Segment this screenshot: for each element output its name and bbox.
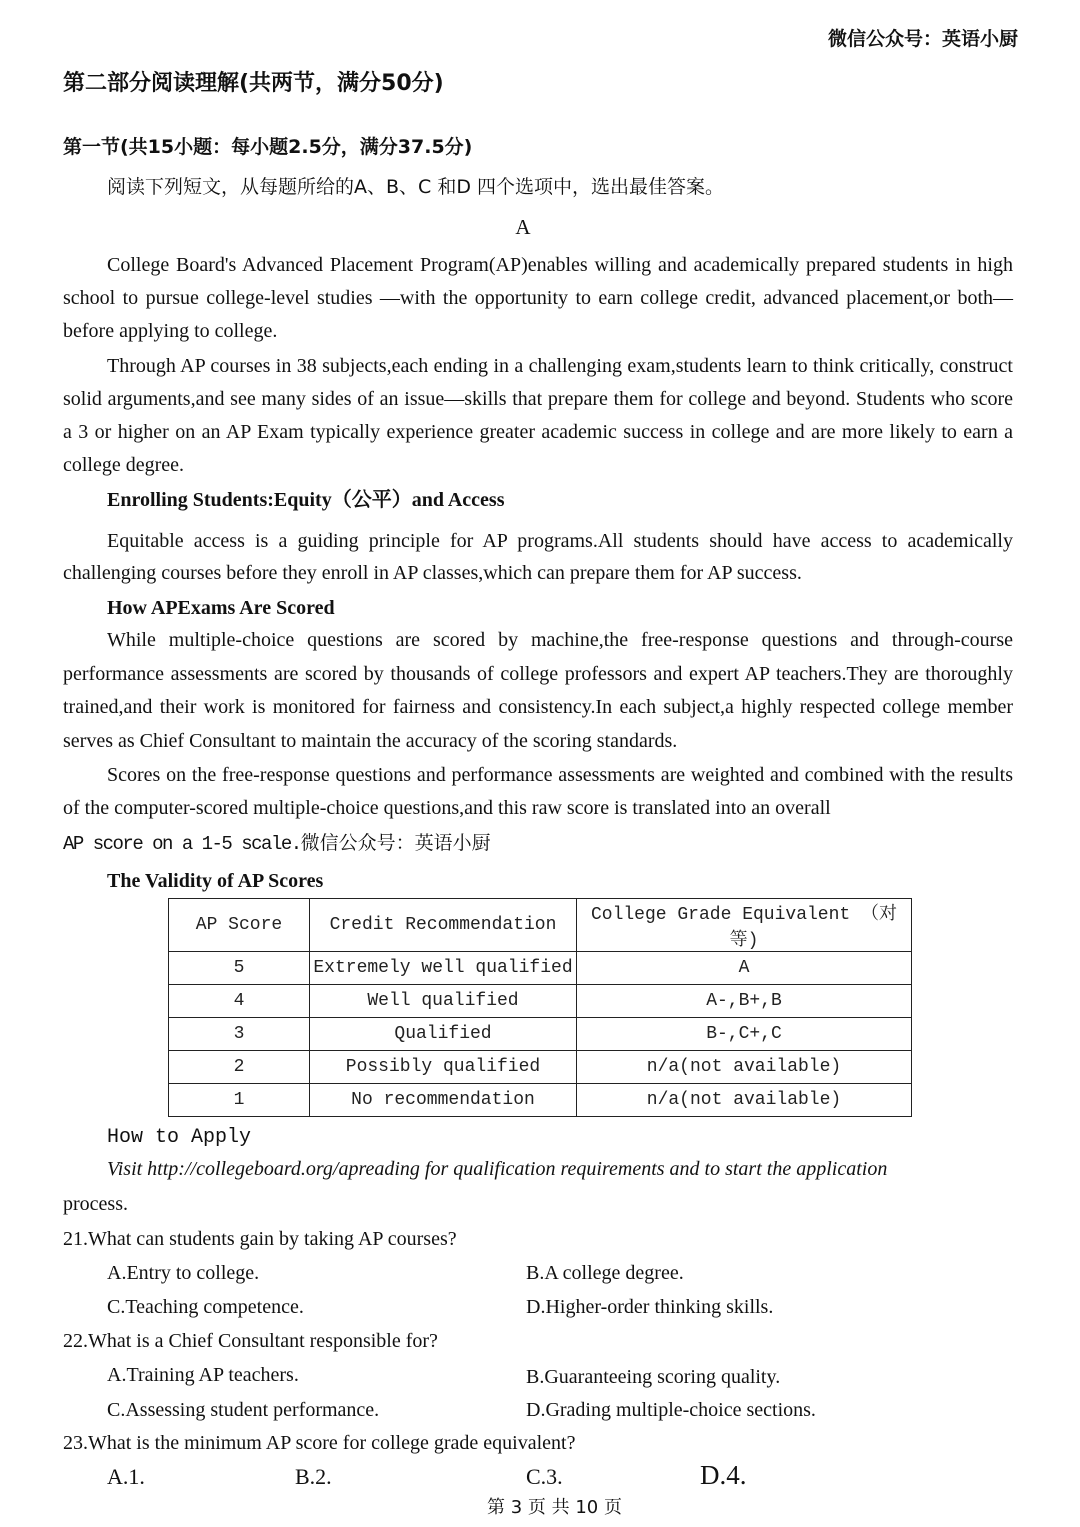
option-23-d: D.4. <box>700 1460 747 1490</box>
table-row <box>169 952 912 985</box>
heading-scored: How APExams Are Scored <box>107 597 335 619</box>
table-row <box>169 1084 912 1117</box>
page-content <box>63 0 1013 1521</box>
paragraph-5-tail <box>63 829 1013 858</box>
option-23-b: B.2. <box>295 1464 332 1489</box>
heading-validity: The Validity of AP Scores <box>107 870 324 892</box>
table-row <box>169 1051 912 1084</box>
option-21-d: D.Higher-order thinking skills. <box>526 1296 774 1318</box>
apply-tail: process. <box>63 1193 128 1215</box>
option-23-c: C.3. <box>526 1464 563 1489</box>
options-22 <box>107 1359 1013 1427</box>
ap-score-table <box>168 898 912 1117</box>
table-cell: n/a(not available) <box>577 1084 912 1117</box>
table-cell: No recommendation <box>310 1084 577 1117</box>
table-cell: n/a(not available) <box>577 1051 912 1084</box>
paragraph-5-watermark: 微信公众号：英语小厨 <box>300 832 491 854</box>
part-title: 第二部分阅读理解(共两节，满分50分) <box>63 71 444 96</box>
table-cell: 5 <box>169 952 310 985</box>
options-21 <box>107 1256 1013 1324</box>
table-cell: Qualified <box>310 1018 577 1051</box>
table-header-row <box>169 899 912 952</box>
question-21: 21.What can students gain by taking AP courses? <box>63 1228 457 1250</box>
table-cell: Well qualified <box>310 985 577 1018</box>
option-21-a: A.Entry to college. <box>107 1262 260 1284</box>
option-22-b: B.Guaranteeing scoring quality. <box>526 1366 781 1388</box>
section-title: 第一节(共15小题：每小题2.5分，满分37.5分) <box>63 136 473 158</box>
option-22-a: A.Training AP teachers. <box>107 1364 299 1386</box>
column-header: AP Score <box>169 899 310 952</box>
paragraph-2: Through AP courses in 38 subjects,each ending in a challenging exam,students learn to think critically, construct solid arguments,and see many sides of an issue—skills that prepare them for college and beyond. Students who score a 3 or higher on an AP Exam typically experience greater academic success in college and are more likely to earn a college degree. <box>63 355 1013 476</box>
instructions: 阅读下列短文，从每题所给的A、B、C 和D 四个选项中，选出最佳答案。 <box>107 176 725 198</box>
table-cell: A-,B+,B <box>577 985 912 1018</box>
apply-text: Visit http://collegeboard.org/apreading for qualification requirements and to start the application <box>107 1158 888 1180</box>
table-cell: 4 <box>169 985 310 1018</box>
table-cell: Extremely well qualified <box>310 952 577 985</box>
heading-enrolling: Enrolling Students:Equity（公平）and Access <box>107 489 505 511</box>
option-21-c: C.Teaching competence. <box>107 1296 304 1318</box>
table-cell: B-,C+,C <box>577 1018 912 1051</box>
page-footer: 第 3 页 共 10 页 <box>487 1497 622 1518</box>
option-23-a: A.1. <box>107 1464 145 1489</box>
table-cell: Possibly qualified <box>310 1051 577 1084</box>
table-cell: 1 <box>169 1084 310 1117</box>
column-header: College Grade Equivalent （对等) <box>577 899 912 952</box>
paragraph-5: Scores on the free-response questions and performance assessments are weighted and combined with the results of the computer-scored multiple-choice questions,and this raw score is translated into an overall <box>63 764 1013 819</box>
table-cell: A <box>577 952 912 985</box>
question-22: 22.What is a Chief Consultant responsible for? <box>63 1330 438 1352</box>
table-cell: 3 <box>169 1018 310 1051</box>
heading-apply: How to Apply <box>107 1126 252 1149</box>
option-21-b: B.A college degree. <box>526 1262 684 1284</box>
passage-letter: A <box>515 215 531 239</box>
table-row <box>169 985 912 1018</box>
paragraph-4: While multiple-choice questions are scored by machine,the free-response questions and through-course performance assessments are scored by thousands of college professors and expert AP teachers.They are thoroughly trained,and their work is monitored for fairness and consistency.In each subject,a highly respected college member serves as Chief Consultant to maintain the accuracy of the scoring standards. <box>63 629 1013 752</box>
watermark-header: 微信公众号：英语小厨 <box>827 28 1018 50</box>
paragraph-5-tail-text: AP score on a 1-5 scale. <box>63 833 301 855</box>
option-22-c: C.Assessing student performance. <box>107 1399 380 1421</box>
option-22-d: D.Grading multiple-choice sections. <box>526 1399 816 1421</box>
options-23 <box>107 1459 1013 1493</box>
table-cell: 2 <box>169 1051 310 1084</box>
table-row <box>169 1018 912 1051</box>
column-header: Credit Recommendation <box>310 899 577 952</box>
paragraph-1: College Board's Advanced Placement Program(AP)enables willing and academically prepared students in high school to pursue college-level studies —with the opportunity to earn college credit, advanced placement,or both—before applying to college. <box>63 254 1013 342</box>
paragraph-3: Equitable access is a guiding principle for AP programs.All students should have access to academically challenging courses before they enroll in AP classes,which can prepare them for AP success. <box>63 530 1013 584</box>
question-23: 23.What is the minimum AP score for college grade equivalent? <box>63 1432 576 1454</box>
